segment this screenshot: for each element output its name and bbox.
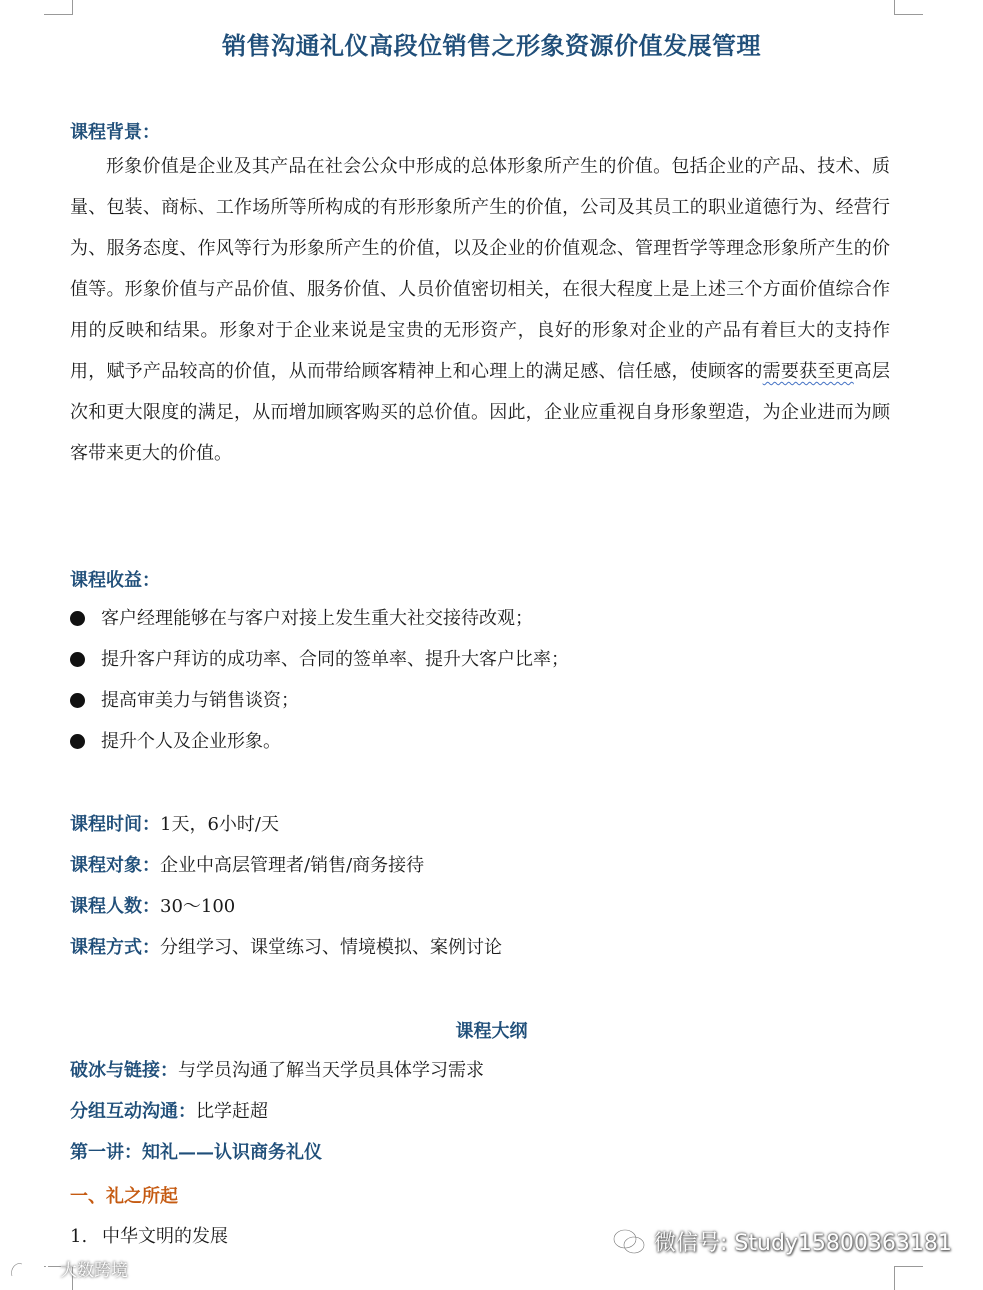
outline-title: 课程大纲: [455, 1021, 528, 1042]
course-method-line: [70, 936, 502, 960]
course-audience-label: 课程对象：: [70, 855, 160, 876]
item-text: 中华文明的发展: [102, 1226, 228, 1247]
course-size-label: 课程人数：: [70, 896, 160, 917]
page-corner-mark-top-left: [44, 0, 73, 15]
brand-watermark-text: 大数跨境: [60, 1261, 128, 1281]
course-time-value: 1天，6小时/天: [160, 814, 279, 835]
group-interaction-line: [70, 1100, 268, 1124]
benefit-item: [70, 598, 569, 639]
section-1-heading: 一、礼之所起: [70, 1186, 178, 1207]
item-number: 1.: [70, 1226, 88, 1247]
benefit-text: 客户经理能够在与客户对接上发生重大社交接待改观；: [101, 608, 533, 629]
background-text-part2: 高层次和更大限度的满足，从而增加顾客购买的总价值。因此，企业应重视自身形象塑造，为企业进而为顾客带来更大的价值。: [70, 361, 891, 464]
benefit-item: [70, 639, 569, 680]
bullet-icon: [70, 693, 85, 708]
group-interaction-value: 比学赶超: [196, 1101, 268, 1122]
wechat-id-text: 微信号: Study15800363181: [654, 1231, 952, 1256]
brand-logo-icon: [8, 1258, 56, 1280]
icebreak-value: 与学员沟通了解当天学员具体学习需求: [178, 1060, 484, 1081]
icebreak-label: 破冰与链接：: [70, 1060, 178, 1081]
icebreak-line: [70, 1059, 484, 1083]
benefit-text: 提升客户拜访的成功率、合同的签单率、提升大客户比率；: [101, 649, 569, 670]
lecture-1-title: 第一讲：知礼——认识商务礼仪: [70, 1142, 322, 1163]
group-interaction-label: 分组互动沟通：: [70, 1101, 196, 1122]
background-text-flagged: 需要获至更: [762, 361, 854, 382]
page-corner-mark-bottom-right: [894, 1266, 923, 1290]
wechat-icon: [612, 1228, 646, 1256]
benefit-text: 提升个人及企业形象。: [101, 731, 281, 752]
bullet-icon: [70, 734, 85, 749]
benefit-item: [70, 721, 569, 762]
background-text-part1: 形象价值是企业及其产品在社会公众中形成的总体形象所产生的价值。包括企业的产品、技术、质量、包装、商标、工作场所等所构成的有形形象所产生的价值，公司及其员工的职业道德行为、经营行为、服务态度、作风等行为形象所产生的价值，以及企业的价值观念、管理哲学等理念形象所产生的价值等。形象价值与产品价值、服务价值、人员价值密切相关，在很大程度上是上述三个方面价值综合作用的反映和结果。形象对于企业来说是宝贵的无形资产，良好的形象对企业的产品有着巨大的支持作用，赋予产品较高的价值，从而带给顾客精神上和心理上的满足感、信任感，使顾客的: [70, 156, 890, 382]
course-time-line: [70, 813, 279, 837]
course-method-value: 分组学习、课堂练习、情境模拟、案例讨论: [160, 937, 502, 958]
brand-watermark: [8, 1256, 128, 1281]
course-size-line: [70, 895, 235, 919]
benefit-item: [70, 680, 569, 721]
course-method-label: 课程方式：: [70, 937, 160, 958]
benefits-heading: 课程收益：: [70, 570, 160, 591]
background-paragraph: [70, 146, 890, 474]
bullet-icon: [70, 652, 85, 667]
wechat-watermark: [612, 1226, 952, 1257]
benefit-text: 提高审美力与销售谈资；: [101, 690, 299, 711]
page-corner-mark-top-right: [894, 0, 923, 15]
course-size-value: 30～100: [160, 896, 236, 917]
course-time-label: 课程时间：: [70, 814, 160, 835]
document-title: 销售沟通礼仪高段位销售之形象资源价值发展管理: [222, 31, 761, 60]
lecture-1-line: [70, 1141, 322, 1165]
course-audience-line: [70, 854, 424, 878]
bullet-icon: [70, 611, 85, 626]
numbered-item: [70, 1222, 228, 1248]
benefits-list: [70, 598, 569, 762]
course-audience-value: 企业中高层管理者/销售/商务接待: [160, 855, 425, 876]
background-heading: 课程背景：: [70, 122, 160, 143]
